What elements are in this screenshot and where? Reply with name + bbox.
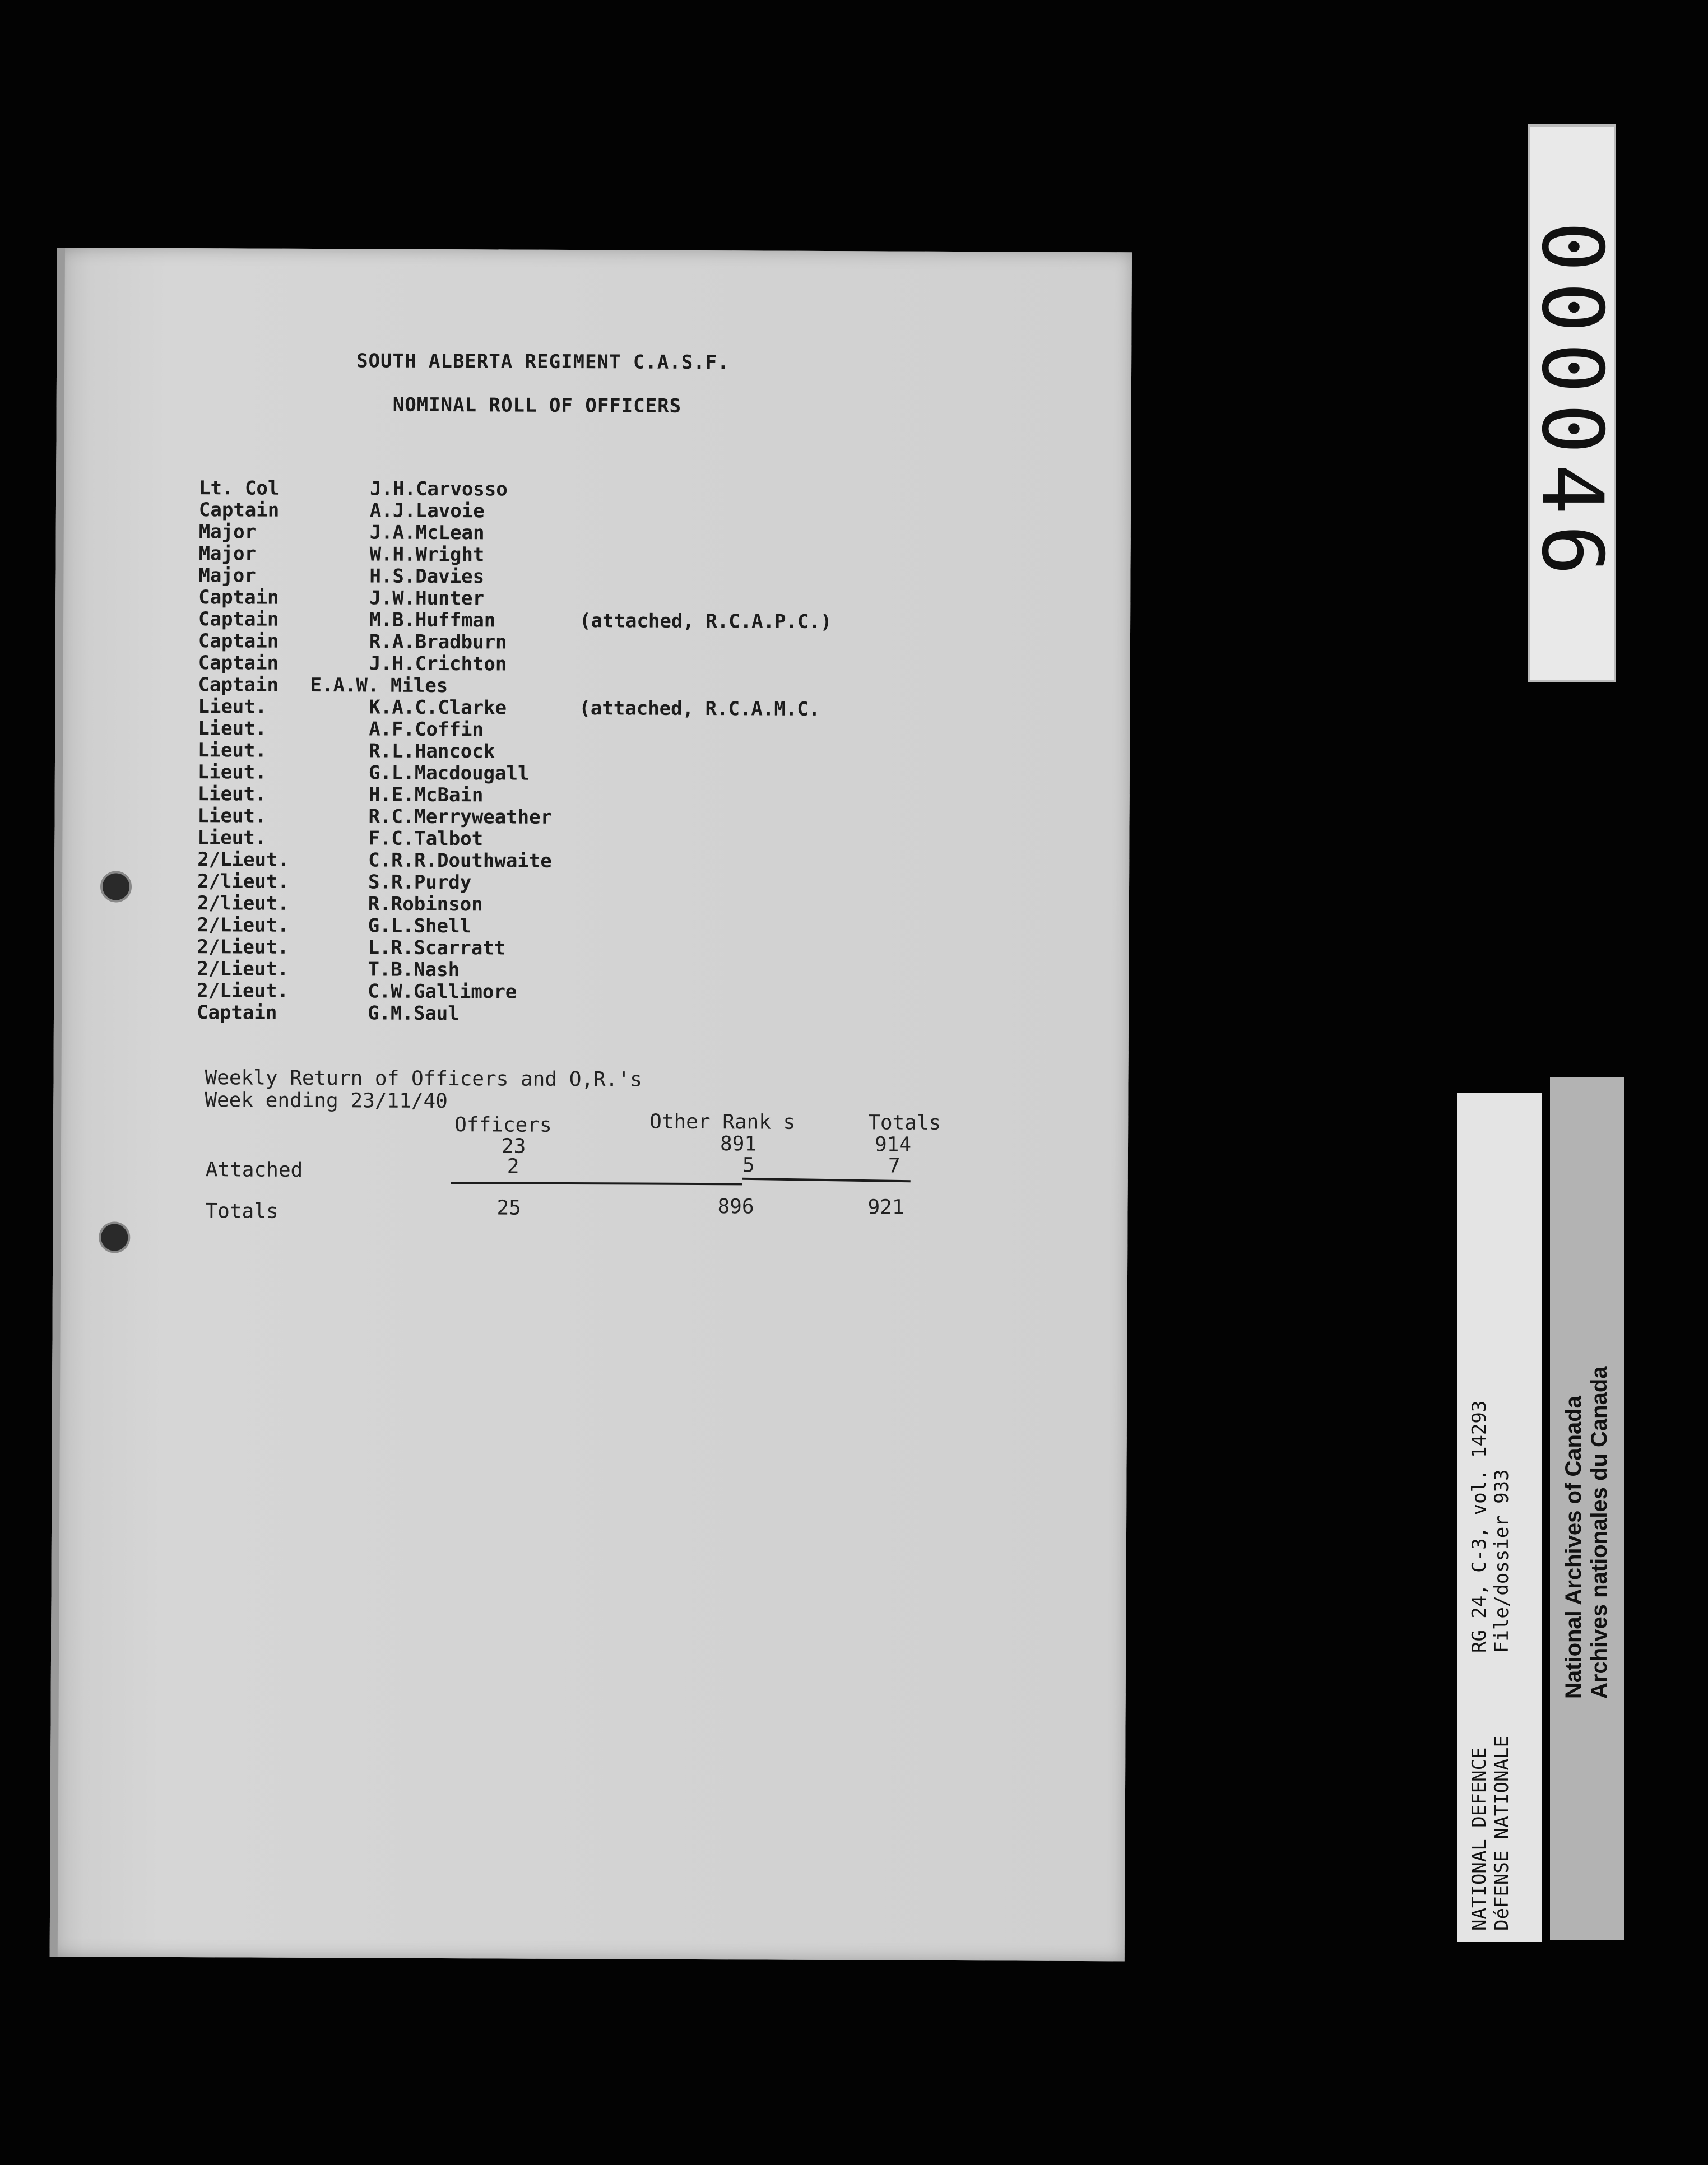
roll-name: K.A.C.Clarke [369,696,507,719]
punch-hole-bottom [99,1221,130,1253]
roll-name: G.M.Saul [367,1002,460,1025]
roll-rank: Captain [198,630,279,653]
return-line-2: Week ending 23/11/40 [205,1089,448,1113]
roll-name: T.B.Nash [368,958,460,982]
sum-rule-left [451,1182,742,1185]
roll-name: A.F.Coffin [369,718,484,741]
roll-name: L.R.Scarratt [368,936,506,960]
punch-hole-top [100,871,132,902]
roll-rank: Major [198,542,257,565]
roll-name: W.H.Wright [369,543,485,566]
roll-rank: 2/Lieut. [197,979,289,1002]
roll-name: C.W.Gallimore [368,980,517,1003]
roll-rank: Captain [198,673,279,696]
roll-note: (attached, R.C.A.M.C. [579,697,820,721]
sum-rule-right [742,1178,911,1182]
roll-rank: Captain [198,608,279,631]
roll-rank: Captain [198,586,279,609]
roll-name: S.R.Purdy [368,871,472,894]
roll-name: R.A.Bradburn [369,630,507,654]
document-subtitle: NOMINAL ROLL OF OFFICERS [392,393,682,417]
roll-note: (attached, R.C.A.P.C.) [579,610,832,634]
roll-rank: Captain [198,652,279,675]
roll-rank: Major [198,521,257,543]
row2-other-ranks: 5 [742,1154,755,1177]
row1-totals: 914 [874,1133,912,1156]
roll-name: A.J.Lavoie [369,499,485,523]
roll-rank: Lieut. [197,761,267,784]
ref-line-1: RG 24, C-3, vol. 14293 [1468,1400,1491,1653]
roll-name: J.H.Crichton [369,652,507,676]
roll-rank: 2/Lieut. [197,958,289,981]
roll-rank: Lieut. [197,826,267,849]
roll-rank: Major [198,564,256,587]
roll-rank: 2/Lieut. [197,848,290,871]
roll-rank: 2/lieut. [197,870,289,893]
header-totals: Totals [868,1111,941,1135]
totals-label: Totals [205,1200,279,1223]
roll-rank: 2/Lieut. [197,936,289,959]
roll-rank: Captain [196,1001,277,1024]
roll-rank: Captain [198,499,280,522]
dept-line-2: DéFENSE NATIONALE [1491,1736,1513,1931]
roll-rank: Lieut. [198,739,267,762]
roll-rank: Lieut. [198,717,267,740]
totals-totals: 921 [867,1196,904,1219]
roll-name: C.R.R.Douthwaite [368,849,552,872]
roll-name: G.L.Macdougall [368,761,530,785]
roll-name: F.C.Talbot [368,827,484,851]
header-officers: Officers [454,1113,552,1137]
roll-name: J.H.Carvosso [370,477,508,501]
roll-name: J.W.Hunter [369,587,485,610]
row2-totals: 7 [888,1154,901,1178]
ref-line-2: File/dossier 933 [1491,1469,1513,1653]
page-edge [50,248,65,1957]
row2-label: Attached [205,1158,303,1182]
frame-number-stamp [1523,124,1621,682]
row2-officers: 2 [507,1155,519,1178]
roll-name: R.C.Merryweather [368,805,553,829]
roll-name: M.B.Huffman [369,608,496,632]
roll-name: R.L.Hancock [368,740,495,763]
national-archives-label [1550,1077,1624,1940]
roll-rank: Lieut. [197,783,267,806]
roll-name: H.E.McBain [368,783,484,807]
return-line-1: Weekly Return of Officers and O,R.'s [205,1066,642,1091]
roll-name: J.A.McLean [369,521,485,545]
totals-other-ranks: 896 [717,1195,754,1219]
roll-name: G.L.Shell [368,914,472,938]
roll-rank: Lt. Col [199,477,280,500]
frame-number: 000046 [1523,221,1621,586]
roll-rank: 2/lieut. [197,892,289,915]
roll-name: E.A.W. Miles [310,673,448,698]
document-page [50,248,1132,1961]
row1-other-ranks: 891 [720,1132,757,1156]
roll-name: H.S.Davies [369,565,485,588]
document-title: SOUTH ALBERTA REGIMENT C.A.S.F. [356,350,730,374]
archive-name-fr: Archives nationales du Canada [1587,1366,1612,1699]
archive-name-en: National Archives of Canada [1561,1396,1586,1699]
row1-officers: 23 [501,1135,526,1158]
header-other-ranks: Other Rank s [649,1110,796,1134]
dept-line-1: NATIONAL DEFENCE [1468,1747,1491,1931]
roll-name: R.Robinson [368,893,483,916]
archive-reference-label [1457,1093,1542,1942]
totals-officers: 25 [496,1196,521,1220]
roll-rank: Lieut. [197,805,267,828]
roll-rank: 2/Lieut. [197,914,289,937]
roll-rank: Lieut. [198,695,267,718]
